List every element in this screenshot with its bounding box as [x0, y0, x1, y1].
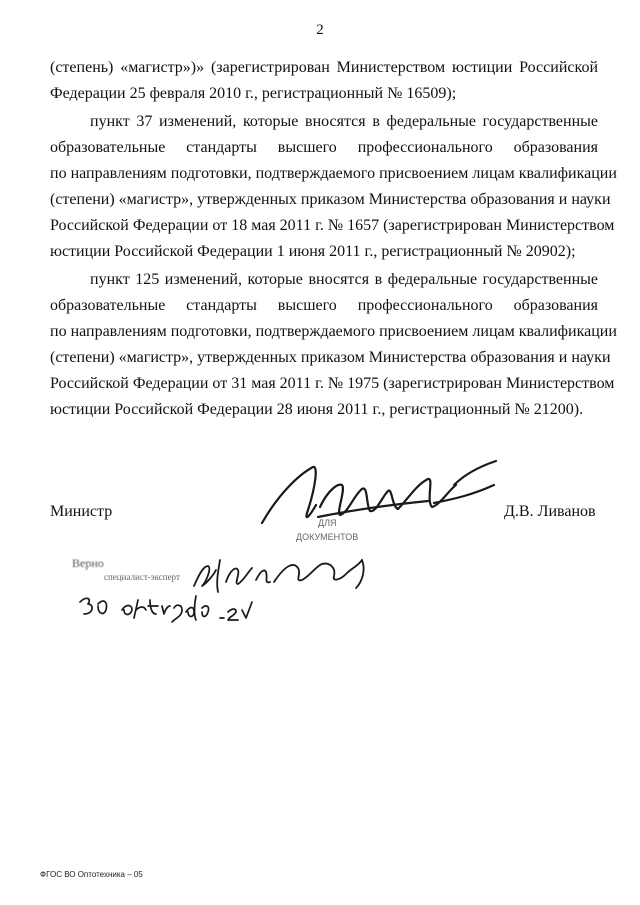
text-line: по направлениям подготовки, подтверждаемого присвоением лицам квалификации: [50, 323, 617, 340]
text-line: пункт 125 изменений, которые вносятся в федеральные государственные: [90, 271, 598, 288]
text-line: по направлениям подготовки, подтверждаемого присвоением лицам квалификации: [50, 165, 617, 182]
minister-name: Д.В. Ливанов: [504, 503, 596, 520]
text-line: Российской Федерации от 18 мая 2011 г. № 1657 (зарегистрирован Министерством: [50, 217, 615, 234]
minister-title: Министр: [50, 503, 113, 520]
text-line: образовательные стандарты высшего профессионального образования: [50, 297, 598, 314]
minister-signature: [258, 455, 508, 535]
stamp-text: ДЛЯ: [318, 518, 337, 528]
certification-position: специалист-эксперт: [104, 572, 180, 582]
text-line: юстиции Российской Федерации 1 июня 2011 г., регистрационный № 20902);: [50, 243, 576, 260]
text-line: юстиции Российской Федерации 28 июня 2011 г., регистрационный № 21200).: [50, 401, 584, 418]
footer-label: ФГОС ВО Оптотехника – 05: [40, 870, 143, 879]
stamp-text: ДОКУМЕНТОВ: [296, 532, 359, 542]
handwritten-date: [78, 592, 258, 626]
certifier-signature: [190, 552, 370, 596]
text-line: Российской Федерации от 31 мая 2011 г. № 1975 (зарегистрирован Министерством: [50, 375, 615, 392]
text-line: (степени) «магистр», утвержденных приказом Министерства образования и науки: [50, 191, 611, 208]
text-line: образовательные стандарты высшего профессионального образования: [50, 139, 598, 156]
text-line: (степень) «магистр»)» (зарегистрирован Министерством юстиции Российской: [50, 59, 598, 76]
text-line: пункт 37 изменений, которые вносятся в федеральные государственные: [90, 113, 598, 130]
text-line: Федерации 25 февраля 2010 г., регистрационный № 16509);: [50, 85, 457, 102]
page-number: 2: [316, 22, 324, 38]
certification-label: Верно: [72, 556, 104, 570]
text-line: (степени) «магистр», утвержденных приказом Министерства образования и науки: [50, 349, 611, 366]
